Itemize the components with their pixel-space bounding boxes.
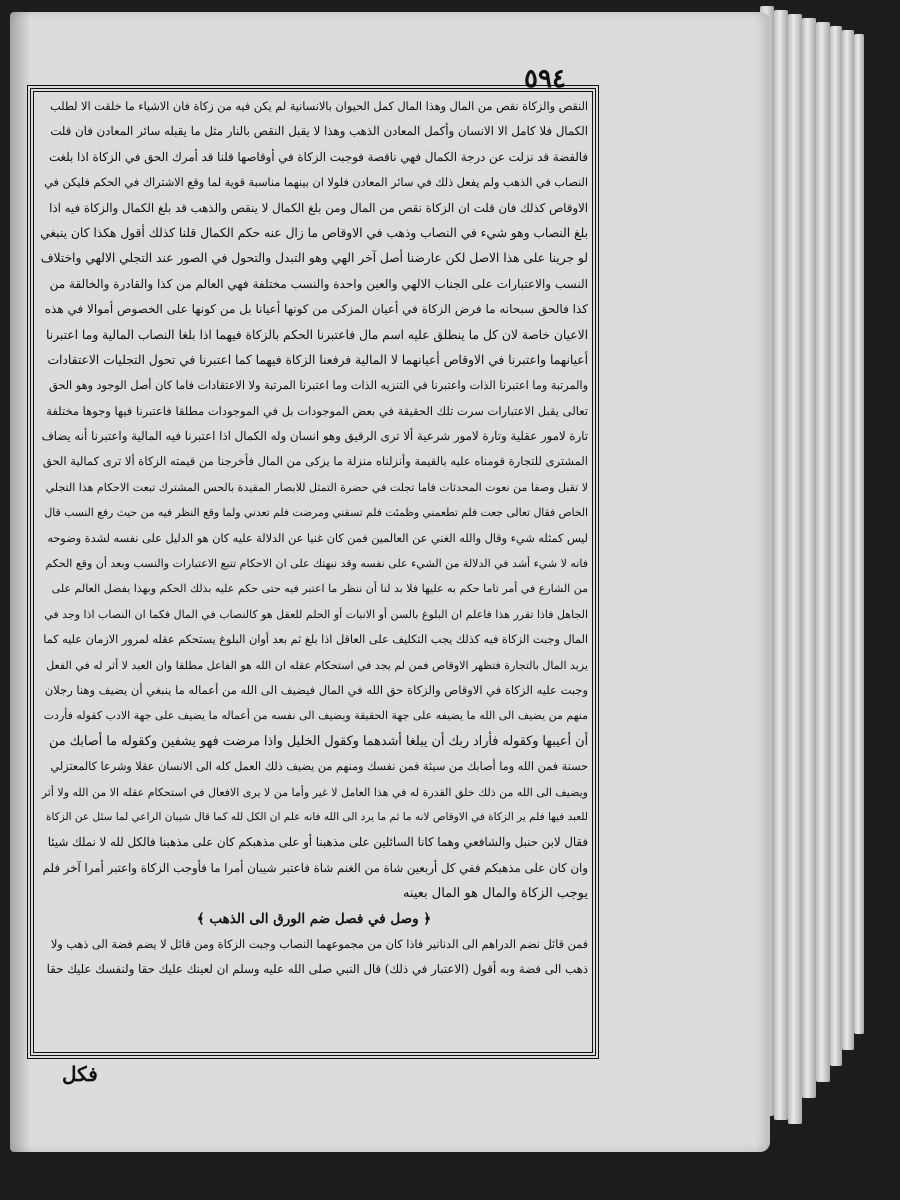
text-line: الاوقاص كذلك فان قلت ان الزكاة نقص من المال ومن بلغ الكمال لا ينقص والذهب قد بلغ الكمال والزكاة فيه اذا (49, 200, 588, 215)
text-line: من الشارع في أمر تاما حكم به عليها فلا بد لنا أن ننظر ما اعتبر فيه حتى حكم عليه بذلك الحكم وبهذا يفضل العالم على (51, 582, 588, 596)
text-line: تعالى يقبل الاعتبارات سرت تلك الحقيقة في بعض الموجودات بل في الموجودات مطلقا فاعتبرنا فيها وجوها مختلفة (46, 403, 588, 418)
page-edge-stack (854, 34, 864, 1034)
text-line: الجاهل فاذا تقرر هذا فاعلم ان البلوغ بالسن أو الانبات أو الحلم للعقل هو كالنصاب في المال فكما ان النصاب اذا وجد في (44, 607, 588, 621)
text-line: الخاص فقال تعالى جعت فلم تطعمني وظمئت فلم تسقني ومرضت فلم تعدني ولما وقع النظر فيه من حيث رفع النسب قال (44, 506, 588, 520)
page-edge-stack (788, 14, 802, 1124)
text-line: ﴿ وصل في فصل ضم الورق الى الذهب ﴾ (196, 910, 432, 927)
text-line: الاعيان خاصة لان كل ما ينطلق عليه اسم مال فاعتبرنا الحكم بالزكاة فيهما اذا بلغا النصاب المالية وما اعتبرنا (46, 327, 588, 342)
text-line: أن أعيبها وكقوله فأراد ربك أن يبلغا أشدهما وكقول الخليل واذا مرضت فهو يشفين وكقوله ما أصابك من (49, 733, 588, 749)
text-line: النصاب في الذهب ولم يفعل ذلك في سائر المعادن فلولا ان بينهما مناسبة قوية لما وقع الاشتراك في الحكم فليكن في (44, 176, 588, 190)
text-line: فالفضة قد نزلت عن درجة الكمال فهي ناقصة فوجبت الزكاة في أوقاصها قلنا قد أمرك الحق في الزكاة اذا بلغت (48, 149, 588, 164)
text-line: منهم من يضيف الى الله ما يضيفه على جهة الحقيقة ويضيف الى نفسه من أعماله ما يضيف على جهة الادب كقوله فأردت (43, 709, 588, 723)
text-line: أعيانهما واعتبرنا في الاوقاص أعيانهما لا المالية فرفعنا الزكاة فيهما كما اعتبرنا في تحول التجليات الاعتقادات (47, 352, 588, 367)
text-line: فمن قائل نضم الدراهم الى الدنانير فاذا كان من مجموعهما النصاب وجبت الزكاة ومن قائل لا يضم فضة الى ذهب ولا (50, 937, 588, 951)
text-line: كذا فالحق سبحانه ما فرض الزكاة في أعيان المزكى من كونها أعيانا بل من كونها على الخصوص أموالا في هذه (44, 302, 588, 317)
page-edge-stack (802, 18, 816, 1098)
text-body (40, 94, 588, 1050)
text-line: فقال لابن حنبل والشافعي وهما كانا السائلين على مذهبنا أو على مذهبكم كان على مذهبنا فالكل لله لا نملك شيئا (47, 835, 588, 850)
text-line: وجبت عليه الزكاة في الاوقاص والزكاة حق الله في المال فيضيف الى الله من أعماله ما ينبغي أن يضيف وهنا رجلان (44, 682, 588, 697)
text-line: تارة لامور عقلية وتارة لامور شرعية ألا ترى الرقيق وهو انسان وله الكمال اذا اعتبرنا فيه المالية واعتبرنا أنه يضاف (41, 429, 588, 444)
page-fold-shadow (10, 12, 30, 1152)
text-line: يوجب الزكاة والمال هو المال بعينه (402, 886, 588, 902)
text-line: ليس كمثله شيء وقال والله الغني عن العالمين فمن كان غنيا عن الدلالة عليه كان هو الدليل على نفسه لشدة وضوحه (47, 531, 588, 545)
page-edge-stack (830, 26, 842, 1066)
text-line: الكمال فلا كامل الا الانسان وأكمل المعادن الذهب وهذا لا يقبل النقص بالنار مثل ما يقبله سائر المعادن فان قلت (50, 124, 588, 139)
page-edge-stack (774, 10, 788, 1120)
catchword: فكل (62, 1062, 98, 1086)
text-line: المشترى للتجارة قومناه عليه بالقيمة وأنزلناه منزلة ما يزكى من المال فأخرجنا من قيمته الزكاة ألا ترى كمالية الحق (42, 454, 588, 469)
text-line: للعبد فيها فلم ير الزكاة في الاوقاص لانه ما ثم ما يرد الى الله فانه علم ان الكل لله كما قال شيبان الراعي لما سئل عن الزكاة (45, 810, 588, 823)
text-line: لا تقبل وصفا من نعوت المحدثات فاما تجلت في حضرة التمثل للابصار المقيدة بالحس المشترك تبعت الاحكام هذا التجلي (45, 480, 588, 494)
text-line: النقص والزكاة نقص من المال وهذا المال كمل الحيوان بالانسانية لم يكن فيه من زكاة فان الاشياء ما خلقت الا لطلب (50, 100, 588, 113)
text-line: النسب والاعتبارات على الجناب الالهي والعين واحدة والنسب مختلفة فهي العالم من كذا والقادرة والخالقة من (49, 276, 588, 291)
text-line: لو جرينا على هذا الاصل لكن عارضنا أصل آخر الهي وهو التبدل والتحول في الصور عند التجلي الالهي واختلاف (40, 251, 588, 266)
text-line: والمرتبة وما اعتبرنا الذات واعتبرنا في التنزيه الذات وما اعتبرنا المرتبة ولا الاعتقادات فاما كان أصل الوجود وهو الحق (48, 379, 588, 393)
text-line: المال وجبت الزكاة فيه كذلك يجب التكليف على العاقل اذا بلغ ثم بعد أوان البلوغ يستحكم عقله لمرور الازمان عليه كما (43, 633, 588, 647)
text-line: وان كان على مذهبكم ففي كل أربعين شاة من الغنم شاة فاعتبر شيبان أمرا ما فأوجب الزكاة واعتبر أمرا آخر فلم (42, 860, 588, 875)
text-line: ويضيف الى الله من ذلك خلق القدرة له في هذا العامل لا غير وأما من لا يرى الافعال في استحكام عقله الا من الله ولا أثر (41, 785, 588, 799)
text-line: فانه لا شيء أشد في الدلالة من الشيء على نفسه وقد نبهتك على ان الاحكام تتبع الاعتبارات والنسب وبعد أن وقع الحكم (45, 557, 588, 571)
page-edge-stack (816, 22, 830, 1082)
text-line: ذهب الى فضة وبه أقول (الاعتبار في ذلك) قال النبي صلى الله عليه وسلم ان لعينك عليك حقا ولنفسك عليك حقا (46, 962, 588, 977)
page-edge-stack (842, 30, 854, 1050)
text-line: حسنة فمن الله وما أصابك من سيئة فمن نفسك ومنهم من يضيف ذلك العمل كله الى الانسان عقلا وشرعا كالمعتزلي (50, 760, 588, 774)
text-line: يزيد المال بالتجارة فتظهر الاوقاص فمن لم يجد في استحكام عقله ان الله هو الفاعل مطلقا وان العبد لا أثر له في الفعل (46, 658, 588, 672)
page-number: ٥٩٤ (524, 64, 566, 94)
text-line: بلغ النصاب وهو شيء في النصاب وذهب في الاوقاص ما زال عنه حكم الكمال قلنا كذلك أقول هكذا كان ينبغي (40, 225, 588, 240)
